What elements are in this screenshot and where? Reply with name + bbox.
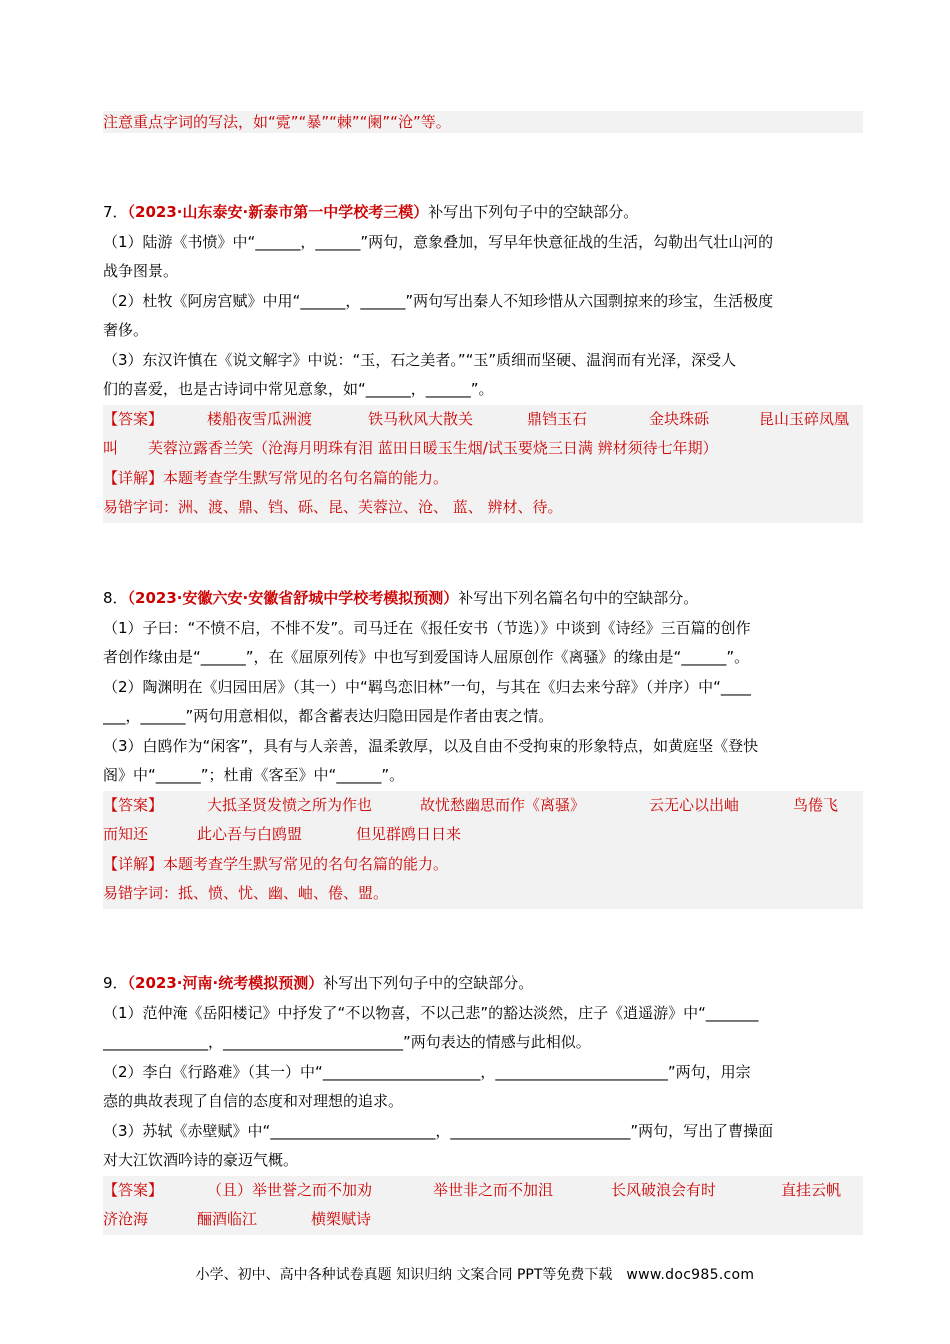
answer-label: 【答案】 xyxy=(103,795,164,814)
question-9 xyxy=(103,969,863,1235)
answer-item: 芙蓉泣露香兰笑（沧海月明珠有泪 蓝田日暖玉生烟/试玉要烧三日满 辨材须待七年期） xyxy=(148,439,718,457)
question-line: （1）子曰：“不愤不启，不悱不发”。司马迁在《报任安书（节选）》中谈到《诗经》三百篇的创作 xyxy=(103,618,751,637)
question-line: ______________，________________________”两句表达的情感与此相似。 xyxy=(103,1033,591,1051)
question-prompt: 补写出下列名篇名句中的空缺部分。 xyxy=(458,589,699,607)
answer-item: 举世非之而不加沮 xyxy=(433,1180,554,1199)
answer-line xyxy=(103,1205,863,1235)
question-line: （2）杜牧《阿房宫赋》中用“______，______”两句写出秦人不知珍惜从六国剽掠来的珍宝，生活极度 xyxy=(103,291,774,310)
answer-line xyxy=(103,1176,863,1206)
question-number: 8． xyxy=(103,589,128,607)
answer-item: 长风破浪会有时 xyxy=(611,1180,717,1199)
question-number: 7． xyxy=(103,203,128,221)
question-prompt: 补写出下列句子中的空缺部分。 xyxy=(428,203,639,221)
answer-line xyxy=(103,434,863,464)
question-line: （3）白鸥作为“闲客”，具有与人亲善，温柔敦厚，以及自由不受拘束的形象特点，如黄庭坚《登快 xyxy=(103,736,759,755)
detail-label: 【详解】 xyxy=(103,468,164,487)
answer-item: 横槊赋诗 xyxy=(311,1210,372,1228)
answer-item: 云无心以出岫 xyxy=(649,795,740,814)
detail-line xyxy=(103,850,863,880)
answer-item: 大抵圣贤发愤之所为作也 xyxy=(207,795,373,814)
question-prompt: 补写出下列句子中的空缺部分。 xyxy=(323,974,534,992)
page-footer xyxy=(0,1264,950,1284)
question-line: 者创作缘由是“______”，在《屈原列传》中也写到爱国诗人屈原创作《离骚》的缘由是“______”。 xyxy=(103,648,750,666)
question-7 xyxy=(103,198,863,523)
answer-item: 济沧海 xyxy=(103,1210,149,1228)
footer-url[interactable]: www.doc985.com xyxy=(626,1267,755,1283)
answer-item: 昆山玉碎凤凰 xyxy=(759,409,850,428)
question-source: （2023·河南·统考模拟预测） xyxy=(127,974,324,992)
question-line: （2）陶渊明在《归园田居》（其一）中“羁鸟恋旧林”一句，与其在《归去来兮辞》（并序）中“____ xyxy=(103,677,751,696)
question-line: 对大江饮酒吟诗的豪迈气概。 xyxy=(103,1151,299,1169)
answer-item: 金块珠砾 xyxy=(649,409,710,428)
footer-text: 小学、初中、高中各种试卷真题 知识归纳 文案合同 PPT等免费下载 xyxy=(195,1267,613,1283)
top-note: 注意重点字词的写法，如“霓”“暴”“棘”“阑”“沧”等。 xyxy=(103,111,863,133)
question-9-header xyxy=(103,969,863,999)
error-words: 易错字词：抵、愤、忧、幽、岫、倦、盟。 xyxy=(103,884,389,902)
question-line: （1）陆游《书愤》中“______，______”两句，意象叠加，写早年快意征战的生活，勾勒出气壮山河的 xyxy=(103,232,774,251)
answer-item: 楼船夜雪瓜洲渡 xyxy=(207,409,313,428)
answer-block xyxy=(103,791,863,909)
detail-label: 【详解】 xyxy=(103,854,164,873)
answer-item: 故忧愁幽思而作《离骚》 xyxy=(420,795,586,814)
answer-item: 而知还 xyxy=(103,825,149,843)
detail-text: 本题考查学生默写常见的名句名篇的能力。 xyxy=(163,854,449,873)
answer-item: 直挂云帆 xyxy=(781,1180,842,1199)
detail-text: 本题考查学生默写常见的名句名篇的能力。 xyxy=(163,468,449,487)
answer-item: 铁马秋风大散关 xyxy=(368,409,474,428)
question-line: （1）范仲淹《岳阳楼记》中抒发了“不以物喜，不以己悲”的豁达淡然，庄子《逍遥游》中“_______ xyxy=(103,1003,759,1022)
answer-label: 【答案】 xyxy=(103,1180,164,1199)
question-source: （2023·安徽六安·安徽省舒城中学校考模拟预测） xyxy=(127,589,459,607)
question-number: 9． xyxy=(103,974,128,992)
question-line: 奢侈。 xyxy=(103,321,149,339)
answer-item: 鸟倦飞 xyxy=(793,795,839,814)
question-line: 悫的典故表现了自信的态度和对理想的追求。 xyxy=(103,1092,404,1110)
answer-line xyxy=(103,405,863,435)
question-line: 阁》中“______”；杜甫《客至》中“______”。 xyxy=(103,766,405,784)
answer-block xyxy=(103,405,863,523)
detail-line xyxy=(103,464,863,494)
answer-item: 但见群鸥日日来 xyxy=(356,825,462,843)
answer-line xyxy=(103,820,863,850)
question-8-header xyxy=(103,584,863,614)
question-line: 们的喜爱，也是古诗词中常见意象，如“______，______”。 xyxy=(103,380,494,398)
answer-item: 鼎铛玉石 xyxy=(527,409,588,428)
question-line: ___，______”两句用意相似，都含蓄表达归隐田园是作者由衷之情。 xyxy=(103,707,554,725)
answer-item: （且）举世誉之而不加劝 xyxy=(207,1180,373,1199)
question-line: （3）苏轼《赤壁赋》中“______________________，________________________”两句，写出了曹操面 xyxy=(103,1121,774,1140)
answer-item: 叫 xyxy=(103,439,119,457)
question-line: （3）东汉许慎在《说文解字》中说：“玉，石之美者。”“玉”质细而坚硬、温润而有光泽，深受人 xyxy=(103,350,737,369)
answer-label: 【答案】 xyxy=(103,409,164,428)
answer-item: 此心吾与白鸥盟 xyxy=(197,825,303,843)
answer-block xyxy=(103,1176,863,1235)
question-line: 战争图景。 xyxy=(103,262,179,280)
question-source: （2023·山东泰安·新泰市第一中学校考三模） xyxy=(127,203,429,221)
question-8 xyxy=(103,584,863,909)
question-line: （2）李白《行路难》（其一）中“_____________________，_______________________”两句，用宗 xyxy=(103,1062,751,1081)
answer-line xyxy=(103,791,863,821)
question-7-header xyxy=(103,198,863,228)
error-words: 易错字词：洲、渡、鼎、铛、砾、昆、芙蓉泣、沧、 蓝、 辨材、待。 xyxy=(103,498,563,516)
answer-item: 酾酒临江 xyxy=(197,1210,258,1228)
